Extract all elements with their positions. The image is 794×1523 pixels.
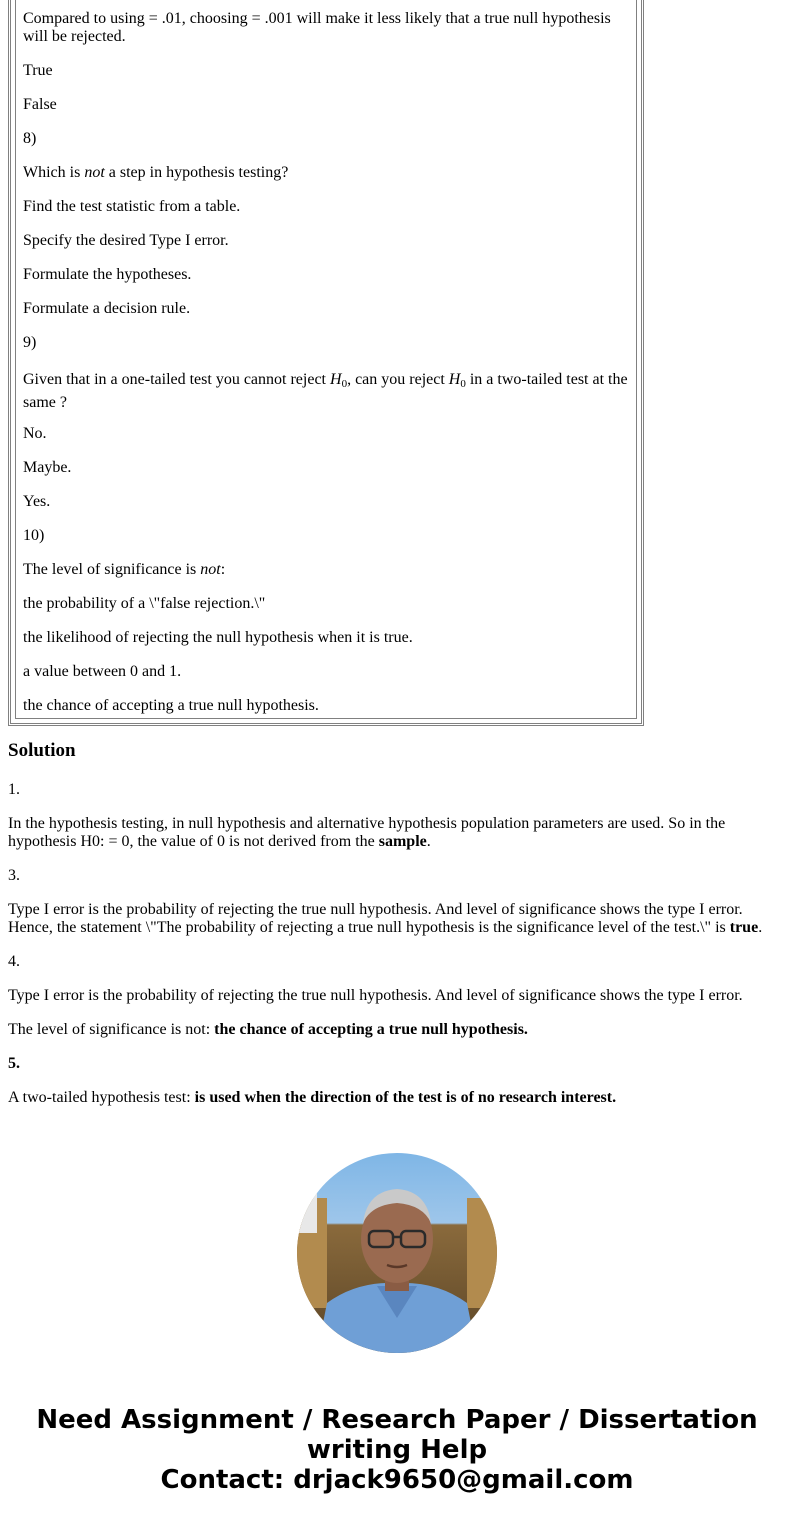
solution-3-number: 3.: [8, 867, 20, 884]
q8-option-4: Formulate a decision rule.: [23, 300, 191, 317]
q7-option-true: True: [23, 62, 53, 79]
promo-contact: Contact: drjack9650@gmail.com: [160, 1465, 634, 1495]
q10-text: The level of significance is not:: [23, 561, 226, 578]
author-photo: [297, 1153, 497, 1353]
q10-option-3: a value between 0 and 1.: [23, 663, 182, 680]
q9-text: Given that in a one-tailed test you cannot reject $H_0$, can you reject $H_0$ in a two-tailed test at the same ?: [23, 371, 628, 411]
q10-option-2: the likelihood of rejecting the null hypothesis when it is true.: [23, 629, 413, 646]
q8-text: Which is not a step in hypothesis testing?: [23, 164, 289, 181]
solution-4-number: 4.: [8, 953, 20, 970]
q10-number: 10): [23, 527, 45, 544]
promo-line-1: Need Assignment / Research Paper / Dissertation: [36, 1405, 758, 1435]
q8-option-2: Specify the desired Type I error.: [23, 232, 229, 249]
q9-number: 9): [23, 334, 37, 351]
q9-option-1: No.: [23, 425, 47, 442]
q8-number: 8): [23, 130, 37, 147]
solution-1-number: 1.: [8, 781, 20, 798]
solution-5-text: A two-tailed hypothesis test: is used when the direction of the test is of no research interest.: [8, 1089, 617, 1106]
solution-4-text: Type I error is the probability of rejecting the true null hypothesis. And level of significance shows the type I error.: [8, 987, 743, 1004]
q9-option-3: Yes.: [23, 493, 51, 510]
author-avatar: [297, 1153, 497, 1353]
solution-1-text: In the hypothesis testing, in null hypothesis and alternative hypothesis population parameters are used. So in the hypothesis H0: = 0, the value of 0 is not derived from the sample.: [8, 815, 726, 850]
q9-option-2: Maybe.: [23, 459, 72, 476]
q10-option-4: the chance of accepting a true null hypothesis.: [23, 697, 319, 714]
q8-option-1: Find the test statistic from a table.: [23, 198, 241, 215]
solution-5-number: 5.: [8, 1055, 20, 1072]
solution-heading: Solution: [8, 740, 76, 761]
solution-3-text: Type I error is the probability of rejecting the true null hypothesis. And level of significance shows the type I error. Hence, the statement \"The probability of rejecting a true null hypothesis is the significance level of the test.\" is true.: [8, 901, 763, 936]
solution-4-answer: The level of significance is not: the chance of accepting a true null hypothesis.: [8, 1021, 528, 1038]
q10-option-1: the probability of a \"false rejection.\": [23, 595, 266, 612]
q8-option-3: Formulate the hypotheses.: [23, 266, 192, 283]
q7-text: Compared to using = .01, choosing = .001 will make it less likely that a true null hypothesis will be rejected.: [23, 10, 611, 45]
q7-option-false: False: [23, 96, 57, 113]
question-box: [8, 0, 644, 726]
promo-line-2: writing Help: [306, 1435, 488, 1465]
